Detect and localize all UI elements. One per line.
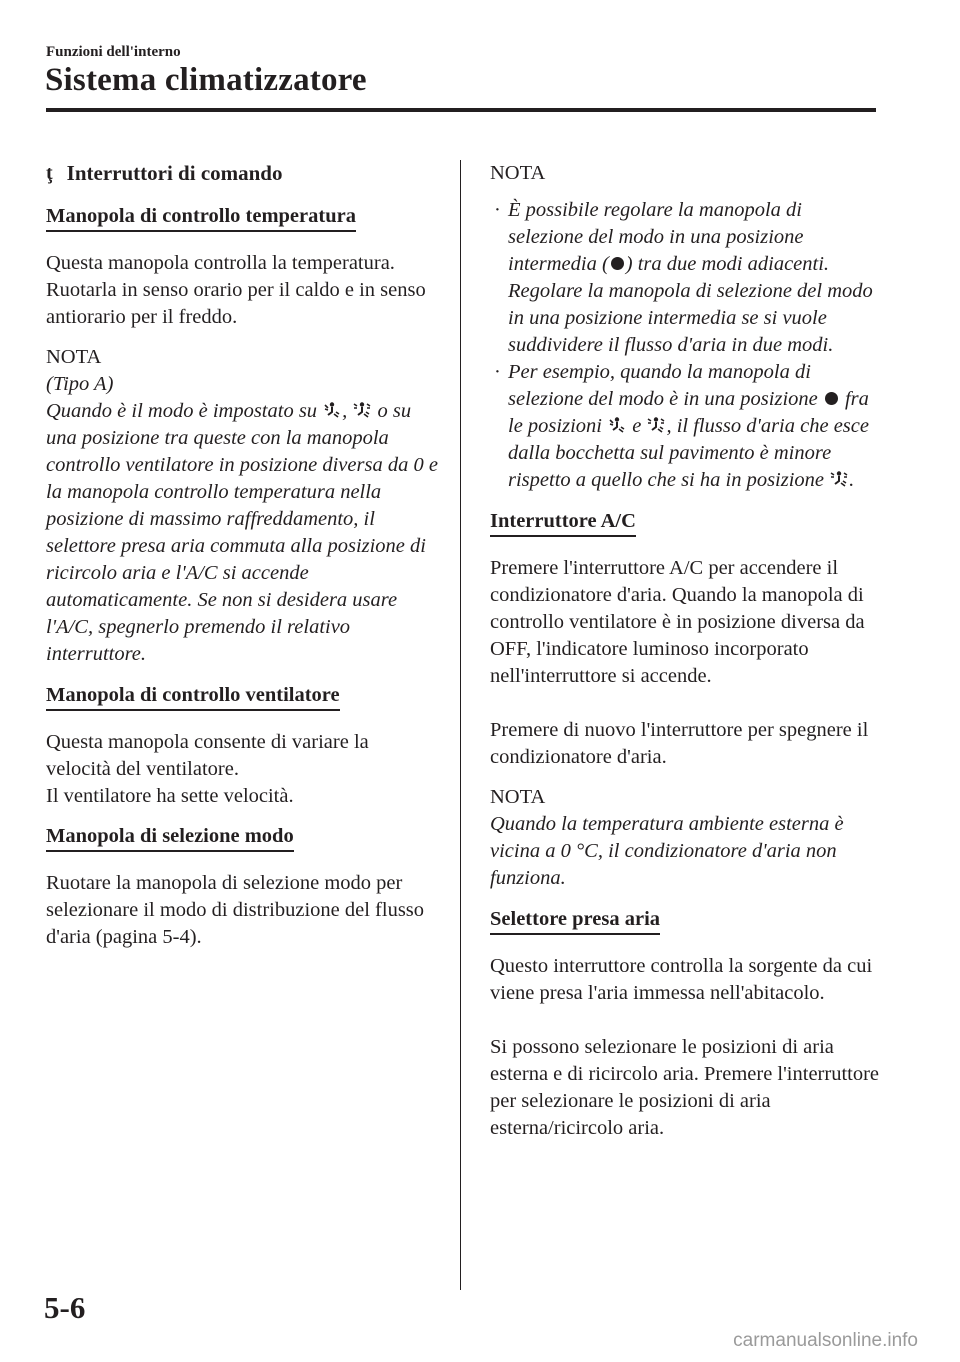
section-title: Interruttori di comando	[66, 161, 283, 185]
page-title: Sistema climatizzatore	[45, 62, 367, 98]
note2-text-d: , il flusso d'aria che esce dalla bocchetta sul pavimento è minore rispetto a quello che si ha in posizione	[508, 415, 869, 491]
temp-body: Questa manopola controlla la temperatura. Ruotarla in senso orario per il caldo e in senso antiorario per il freddo.	[46, 252, 426, 328]
floor-mode-icon	[323, 402, 341, 418]
fan-heading: Manopola di controllo ventilatore	[46, 682, 340, 711]
note-dot: ·	[494, 199, 501, 221]
mode-body: Ruotare la manopola di selezione modo per selezionare il modo di distribuzione del flusso d'aria (pagina 5-4).	[46, 872, 425, 948]
note1-text-a: È possibile regolare la manopola di selezione del modo in una posizione intermedia (	[508, 199, 804, 275]
bilevel-floor-mode-icon	[353, 402, 371, 418]
intake-body-1: Questo interruttore controlla la sorgente da cui viene presa l'aria immessa nell'abitacolo.	[490, 955, 873, 1004]
page-number: 5-6	[44, 1290, 86, 1325]
bilevel-floor-mode-icon	[647, 417, 665, 433]
temp-nota-body	[46, 398, 438, 668]
note2-text-b: fra le posizioni	[508, 388, 869, 437]
mode-heading: Manopola di selezione modo	[46, 823, 294, 852]
section-heading	[46, 160, 438, 187]
temp-nota-label: NOTA	[46, 346, 102, 368]
temp-nota-type: (Tipo A)	[46, 373, 114, 395]
section-bullet-icon: ţ	[46, 162, 53, 184]
note-item-2	[490, 359, 882, 494]
ac-nota-label: NOTA	[490, 786, 546, 808]
note-item-1	[490, 197, 882, 359]
floor-mode-icon	[608, 417, 626, 433]
note1-text-b: ) tra due modi adiacenti. Regolare la manopola di selezione del modo in una posizione intermedia se si vuole suddividere il flusso d'aria in due modi.	[508, 253, 873, 356]
fan-body-1: Questa manopola consente di variare la velocità del ventilatore.	[46, 731, 369, 780]
note2-text-e: .	[849, 469, 855, 491]
note-dot: ·	[494, 361, 501, 383]
ac-body-2: Premere di nuovo l'interruttore per spegnere il condizionatore d'aria.	[490, 719, 869, 768]
right-nota-label: NOTA	[490, 162, 546, 184]
temp-heading: Manopola di controllo temperatura	[46, 203, 356, 232]
intake-heading: Selettore presa aria	[490, 906, 660, 935]
bilevel-floor-mode-icon	[830, 471, 848, 487]
header-rule	[46, 108, 876, 112]
watermark: carmanualsonline.info	[733, 1330, 918, 1351]
intake-body-2: Si possono selezionare le posizioni di aria esterna e di ricircolo aria. Premere l'interruttore per selezionare le posizioni di aria esterna/ricircolo aria.	[490, 1036, 880, 1139]
ac-nota-body: Quando la temperatura ambiente esterna è vicina a 0 °C, il condizionatore d'aria non funziona.	[490, 813, 844, 889]
right-column	[490, 160, 882, 1155]
note2-text-a: Per esempio, quando la manopola di selezione del modo è in una posizione	[508, 361, 823, 410]
column-divider	[460, 160, 461, 1290]
temp-nota-text-1: Quando è il modo è impostato su	[46, 400, 323, 422]
ac-heading: Interruttore A/C	[490, 508, 636, 537]
fan-body-2: Il ventilatore ha sette velocità.	[46, 785, 294, 807]
intermediate-position-icon	[825, 392, 838, 405]
note2-text-c: e	[627, 415, 647, 437]
left-column	[46, 160, 438, 964]
temp-nota-text-2: o su una posizione tra queste con la manopola controllo ventilatore in posizione diversa da 0 e la manopola controllo temperatura nella posizione di massimo raffreddamento, il selettore presa aria commuta alla posizione di ricircolo aria e l'A/C si accende automaticamente. Se non si desidera usare l'A/C, spegnerlo premendo il relativo interruttore.	[46, 400, 438, 665]
temp-nota-sep: ,	[342, 400, 353, 422]
ac-body-1: Premere l'interruttore A/C per accendere il condizionatore d'aria. Quando la manopola di controllo ventilatore è in posizione diversa da OFF, l'indicatore luminoso incorporato nell'interruttore si accende.	[490, 557, 865, 687]
chapter-label: Funzioni dell'interno	[46, 44, 181, 60]
intermediate-position-icon	[611, 257, 624, 270]
